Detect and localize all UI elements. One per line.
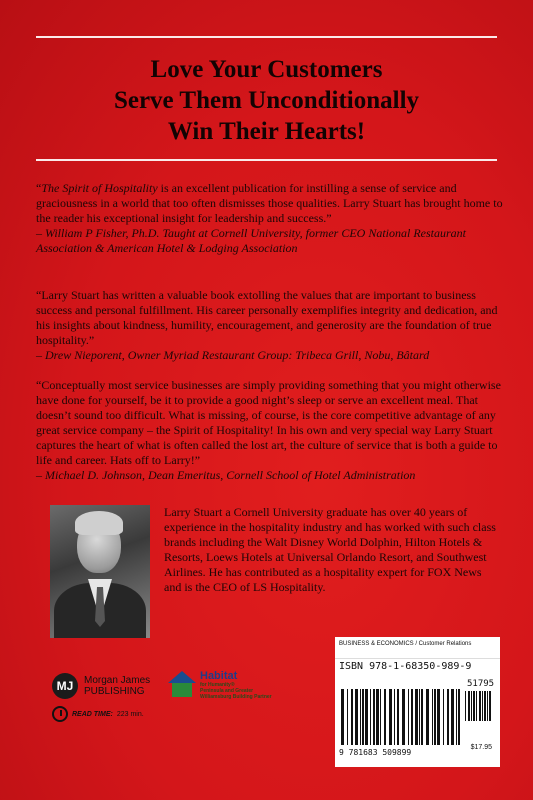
quote-attribution: – William P Fisher, Ph.D. Taught at Cornell University, former CEO National Restaurant Association & American Hotel & Lodging Association (36, 226, 467, 255)
price-barcode-stripe (465, 691, 466, 721)
quote-nieporent (36, 288, 506, 363)
barcode-stripe (437, 689, 440, 745)
barcode-stripe (394, 689, 395, 745)
isbn-barcode-box (335, 637, 500, 767)
barcode (339, 677, 495, 747)
habitat-logo (168, 671, 272, 700)
barcode-stripe (411, 689, 413, 745)
author-bio: Larry Stuart a Cornell University graduate has over 40 years of experience in the hospitality industry and has worked with such class brands including the Walt Disney World Dolphin, Hilton Hotels & Resorts, Loews Hotels at Universal Orlando Resort, and Southwest Airlines. He has contributed as a hospitality expert for FOX News and is the CEO of LS Hospitality. (164, 505, 496, 594)
barcode-stripe (434, 689, 436, 745)
barcode-stripe (408, 689, 409, 745)
author-photo (50, 505, 150, 638)
price-barcode-stripe (471, 691, 472, 721)
publisher-sub: PUBLISHING (84, 686, 145, 697)
quote-attribution: – Michael D. Johnson, Dean Emeritus, Cornell School of Hotel Administration (36, 468, 416, 482)
barcode-number: 9 781683 509899 (339, 748, 412, 757)
quote-text: is an excellent publication for instilling a sense of service and graciousness in a world that too often dismisses those qualities. Larry Stuart has brought home to the reader his exceptional insight for leadership and success.” (36, 181, 503, 225)
barcode-stripe (426, 689, 429, 745)
habitat-sub-1: Peninsula and Greater (200, 688, 254, 694)
barcode-stripe (370, 689, 371, 745)
mj-mark-icon: MJ (52, 673, 78, 699)
barcode-stripe (402, 689, 405, 745)
barcode-stripe (373, 689, 375, 745)
price-barcode-stripe (482, 691, 483, 721)
price-barcode-stripe (489, 691, 491, 721)
quote-fisher (36, 181, 506, 256)
morgan-james-logo (52, 673, 150, 699)
price-barcode-stripe (473, 691, 475, 721)
read-time-label: READ TIME: (72, 710, 113, 718)
habitat-name: Habitat (200, 670, 238, 682)
barcode-stripe (447, 689, 449, 745)
barcode-stripe (419, 689, 420, 745)
headline-line-1: Love Your Customers (150, 56, 383, 83)
barcode-stripe (355, 689, 358, 745)
barcode-stripe (360, 689, 361, 745)
barcode-stripe (432, 689, 433, 745)
clock-icon (52, 706, 68, 722)
quote-open: “ (36, 181, 42, 195)
isbn-number: ISBN 978-1-68350-989-9 (339, 661, 472, 672)
price-barcode-stripe (484, 691, 486, 721)
barcode-stripe (451, 689, 454, 745)
book-category: BUSINESS & ECONOMICS / Customer Relations (335, 637, 500, 659)
barcode-stripe (376, 689, 379, 745)
price-code: 51795 (467, 679, 495, 689)
barcode-stripe (362, 689, 364, 745)
publisher-name: Morgan James (84, 675, 151, 686)
barcode-stripe (421, 689, 423, 745)
quote-johnson (36, 378, 506, 483)
headline (0, 54, 533, 147)
barcode-stripe (458, 689, 460, 745)
barcode-stripe (380, 689, 381, 745)
barcode-stripe (415, 689, 418, 745)
quote-text: “Conceptually most service businesses are simply providing something that you might otherwise have done for yourself, be it to provide a good night’s sleep or serve an excellent meal. That doesn’t sound too difficult. What is missing, of course, is the core competitive advantage of any great service company – the Spirit of Hospitality! In his own and very special way Larry Stuart captures the heart of what is often called the lost art, the culture of service that is both a guide to life and career. Hats off to Larry!” (36, 378, 501, 467)
barcode-stripe (365, 689, 368, 745)
barcode-stripe (347, 689, 348, 745)
habitat-house-icon (168, 671, 196, 697)
read-time-value: 223 min. (116, 710, 144, 718)
price-barcode-stripe (479, 691, 481, 721)
barcode-stripe (351, 689, 353, 745)
barcode-stripe (384, 689, 386, 745)
habitat-name-2: for Humanity® (200, 682, 235, 688)
headline-line-3: Win Their Hearts! (167, 118, 366, 145)
barcode-stripe (341, 689, 344, 745)
habitat-sub-2: Williamsburg Building Partner (200, 694, 272, 700)
price-barcode-stripe (468, 691, 470, 721)
price: $17.95 (470, 744, 492, 751)
book-title: The Spirit of Hospitality (41, 181, 158, 195)
headline-line-2: Serve Them Unconditionally (113, 87, 420, 114)
read-time (52, 706, 144, 722)
top-rule (36, 36, 497, 38)
barcode-stripe (389, 689, 392, 745)
quote-attribution: – Drew Nieporent, Owner Myriad Restaurant Group: Tribeca Grill, Nobu, Bâtard (36, 348, 430, 362)
barcode-stripe (397, 689, 399, 745)
price-barcode-stripe (487, 691, 488, 721)
barcode-stripe (443, 689, 444, 745)
barcode-stripe (456, 689, 457, 745)
quote-text: “Larry Stuart has written a valuable book extolling the values that are important to business success and personal fulfillment. His career personally exemplifies integrity and dedication, and his insights about kindness, humility, encouragement, and generosity are the foundation of true hospitality.” (36, 288, 498, 347)
price-barcode-stripe (476, 691, 477, 721)
middle-rule (36, 159, 497, 161)
